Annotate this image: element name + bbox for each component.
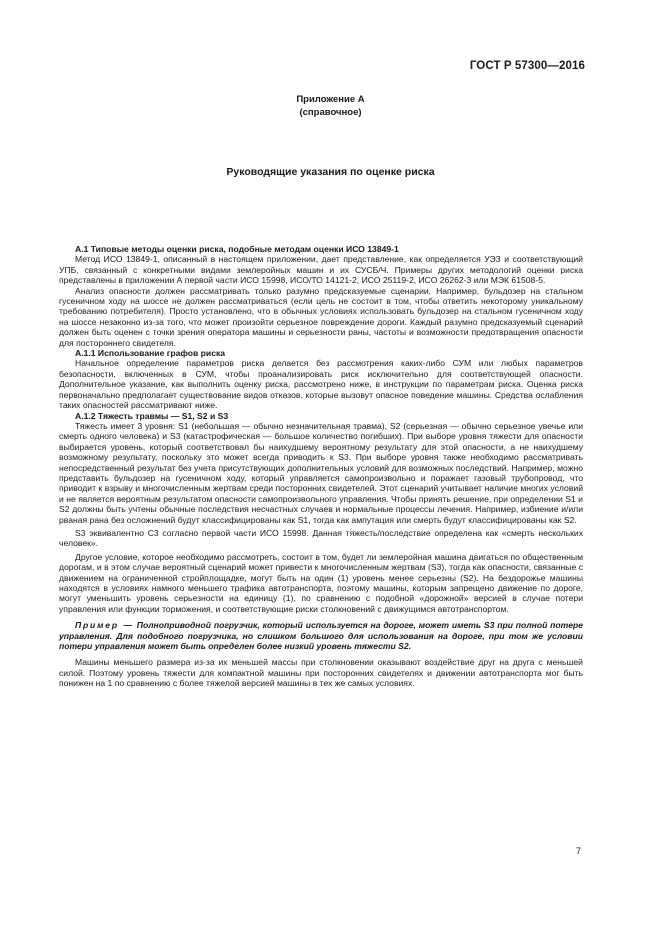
standard-code: ГОСТ Р 57300—2016 xyxy=(469,60,585,72)
section-heading-a1-2: А.1.2 Тяжесть травмы — S1, S2 и S3 xyxy=(75,410,229,421)
paragraph: Другое условие, которое необходимо рассмотреть, состоит в том, будет ли землеройная машина двигаться по общественным дорогам, и в этом случае вероятный сценарий может привести к многочисленным жертвам (S3), тогда как опасности, связанные с движением на ограниченной стройплощадке, могут быть на один (1) уровень менее серьезны (S2). На бездорожье машины находятся в условиях намного меньшего трафика автотранспорта, поэтому машины, которым запрещено движение по дороге, могут уменьшить уровень серьезности на единицу (1), по сравнению с подобной «дорожной» версией в случае потери управления или функции торможения, и соответствующие риски столкновений с движущимся автотранспортом. xyxy=(59,551,583,614)
example-label: Пример — xyxy=(75,620,134,631)
section-heading-a1-1: А.1.1 Использование графов риска xyxy=(75,348,226,359)
paragraph: Тяжесть имеет 3 уровня: S1 (небольшая — обычно незначительная травма), S2 (серьезная — обычно серьезное увечье или смерть одного человека) и S3 (катастрофическая — большое количество погибших). При выборе уровня тяжести для опасности выбирается уровень, который соответствовал бы наихудшему вероятному результату для этой опасности, а не наихудшему возможному результату, поскольку это может всегда приводить к S3. При выборе уровня также необходимо рассматривать непосредственный результат без учета присутствующих дополнительных условий для возможных последствий. Например, можно представить бульдозер на гусеничном ходу, который управляется самопроизвольно и поражает газовый трубопровод, что приводит к взрыву и многочисленным жертвам среди посторонних свидетелей. Этот сценарий учитывает наличие многих условий и не является вероятным результатом опасности самопроизвольного управления. Чтобы принять решение, при определении S1 и S2 должны быть учтены обычные последствия несчастных случаев и нормальные процессы лечения. Например, избиение и/или рваная рана без осложнений будут классифицированы как S1, тогда как ампутация или смерть будут классифицированы как S2. xyxy=(59,420,583,525)
example-text: Полноприводной погрузчик, который используется на дороге, может иметь S3 при полной потере управления. Для подобного погрузчика, но слишком большого для использования на дороге, при том же условии потери управления может быть определен более низкий уровень тяжести S2. xyxy=(59,620,584,652)
body-text xyxy=(59,244,583,689)
appendix-label: Приложение А xyxy=(296,94,365,105)
appendix-heading xyxy=(0,93,661,119)
paragraph: S3 эквивалентно C3 согласно первой части ИСО 15998. Данная тяжесть/последствие определена как «смерть нескольких человек». xyxy=(59,527,583,549)
paragraph: Машины меньшего размера из-за их меньшей массы при столкновении оказывают воздействие друг на друга с меньшей силой. Поэтому уровень тяжести для компактной машины при посторонних свидетелях и движении автотранспорта мог быть понижен на 1 по сравнению с более тяжелой версией машины в тех же самых условиях. xyxy=(59,657,583,689)
paragraph: Метод ИСО 13849-1, описанный в настоящем приложении, дает представление, как определяется УЭЗ и соответствующий УПБ, связанный с конкретными видами землеройных машин и их СУСБ/Ч. Примеры других методологий оценки риска представлены в приложении А первой части ИСО 15998, ИСО/ТО 14121-2, ИСО 25119-2, ИСО 26262-3 или МЭК 61508-5. xyxy=(59,254,583,286)
appendix-type: (справочное) xyxy=(299,107,362,118)
example-note xyxy=(59,620,583,651)
paragraph: Анализ опасности должен рассматривать только разумно предсказуемые сценарии. Например, бульдозер на стальном гусеничном ходу на шоссе не должен рассматриваться (если цель не состоит в том, чтобы ответить некоторому уникальному требованию потребителя). Просто установлено, что в обычных условиях использовать бульдозер на стальном гусеничном ходу на шоссе незаконно из-за того, что может произойти серьезное повреждение дороги. Каждый разумно предсказуемый сценарий должен быть оценен с точки зрения оператора машины и серьезности раны, частоты и возможности предотвращения опасности для постороннего свидетеля. xyxy=(59,285,583,348)
page-number: 7 xyxy=(575,846,581,856)
paragraph: Начальное определение параметров риска делается без рассмотрения каких-либо СУМ или любых параметров безопасности, включенных в СУМ, чтобы проанализировать риск исключительно для соответствующей опасности. Дополнительное указание, как выполнить оценку риска, рассмотрено ниже, в инструкции по параметрам риска. Оценка риска первоначально предполагает существование видов отказов, которые вызовут опасное поведение машины. Средства ослабления таких опасностей рассматривают ниже. xyxy=(59,358,583,411)
appendix-title: Руководящие указания по оценке риска xyxy=(226,166,435,178)
section-heading-a1: А.1 Типовые методы оценки риска, подобные методам оценки ИСО 13849-1 xyxy=(75,244,399,254)
